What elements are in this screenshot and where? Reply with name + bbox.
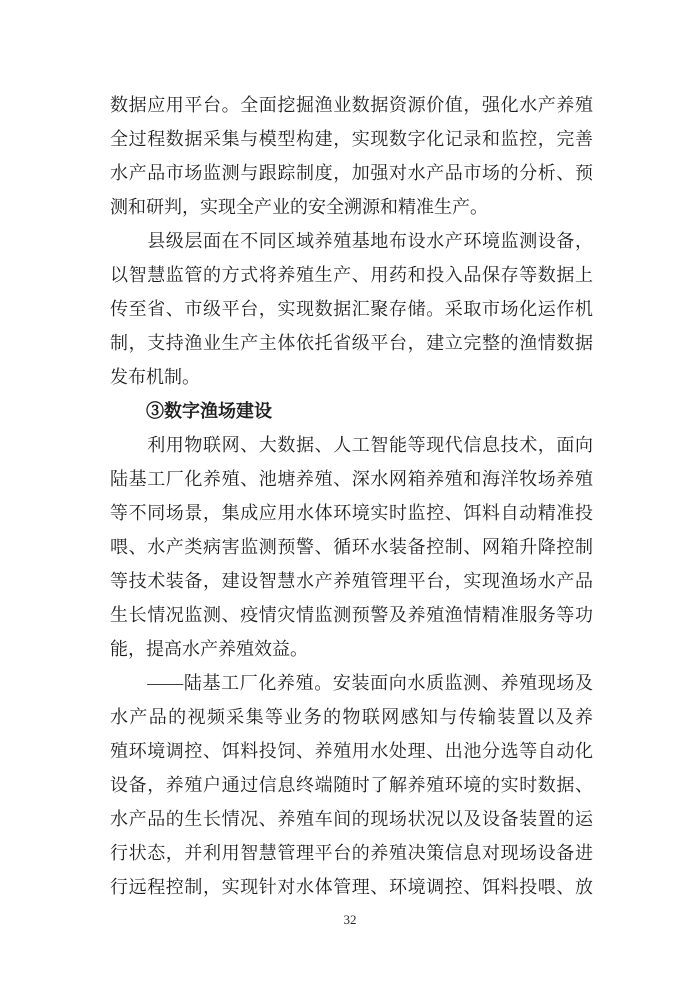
text-line: 能，提高水产养殖效益。 xyxy=(110,639,308,659)
text-line: 数据应用平台。全面挖掘渔业数据资源价值，强化水产养殖 xyxy=(110,95,593,115)
text-line: 利用物联网、大数据、人工智能等现代信息技术，面向 xyxy=(110,435,593,455)
text-line: 水产品市场监测与跟踪制度，加强对水产品市场的分析、预 xyxy=(110,163,593,183)
text-line: 水产品的视频采集等业务的物联网感知与传输装置以及养 xyxy=(110,707,593,727)
text-line: ——陆基工厂化养殖。安装面向水质监测、养殖现场及 xyxy=(110,673,593,693)
text-line: 以智慧监管的方式将养殖生产、用药和投入品保存等数据上 xyxy=(110,265,593,285)
text-line: 喂、水产类病害监测预警、循环水装备控制、网箱升降控制 xyxy=(110,537,593,557)
text-line: 行状态，并利用智慧管理平台的养殖决策信息对现场设备进 xyxy=(110,843,593,863)
text-line: 制，支持渔业生产主体依托省级平台，建立完整的渔情数据 xyxy=(110,333,593,353)
text-line: 陆基工厂化养殖、池塘养殖、深水网箱养殖和海洋牧场养殖 xyxy=(110,469,593,489)
page-number: 32 xyxy=(343,912,357,927)
text-line: 传至省、市级平台，实现数据汇聚存储。采取市场化运作机 xyxy=(110,299,593,319)
text-line: 全过程数据采集与模型构建，实现数字化记录和监控，完善 xyxy=(110,129,593,149)
heading-line: ③数字渔场建设 xyxy=(110,401,272,421)
text-line: 县级层面在不同区域养殖基地布设水产环境监测设备， xyxy=(110,231,593,251)
text-line: 水产品的生长情况、养殖车间的现场状况以及设备装置的运 xyxy=(110,809,593,829)
text-line: 发布机制。 xyxy=(110,367,200,387)
heading-digital-fishery xyxy=(110,394,593,428)
text-line: 生长情况监测、疫情灾情监测预警及养殖渔情精准服务等功 xyxy=(110,605,593,625)
paragraph-land-based-farming xyxy=(110,666,593,904)
paragraph-iot-technology xyxy=(110,428,593,666)
text-line: 测和研判，实现全产业的安全溯源和精准生产。 xyxy=(110,197,488,217)
text-line: 等技术装备，建设智慧水产养殖管理平台，实现渔场水产品 xyxy=(110,571,593,591)
document-body xyxy=(110,88,593,904)
paragraph-county-level xyxy=(110,224,593,394)
text-line: 等不同场景，集成应用水体环境实时监控、饵料自动精准投 xyxy=(110,503,593,523)
text-line: 行远程控制，实现针对水体管理、环境调控、饵料投喂、放 xyxy=(110,877,593,897)
paragraph-data-platform xyxy=(110,88,593,224)
text-line: 设备，养殖户通过信息终端随时了解养殖环境的实时数据、 xyxy=(110,775,593,795)
text-line: 殖环境调控、饵料投饲、养殖用水处理、出池分选等自动化 xyxy=(110,741,593,761)
